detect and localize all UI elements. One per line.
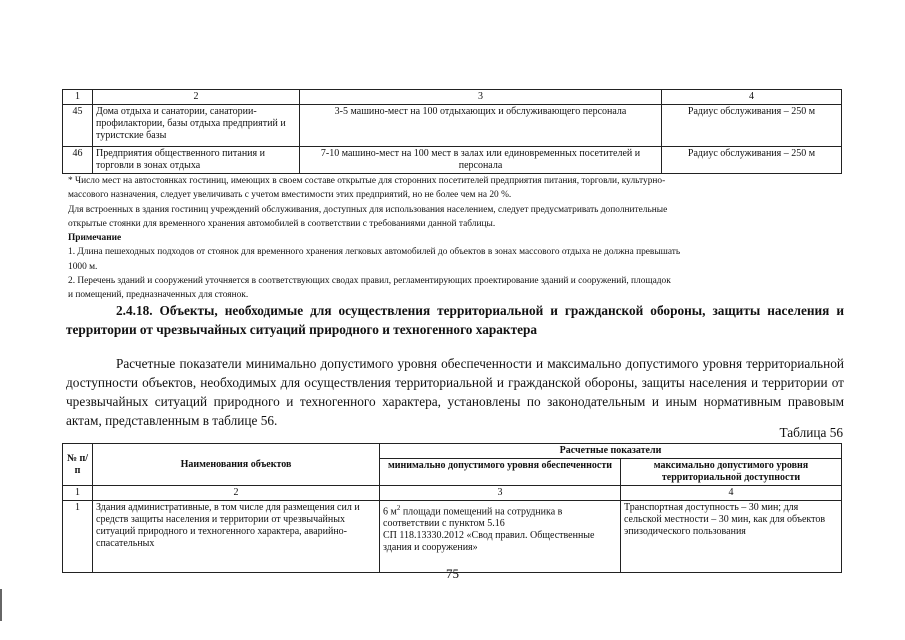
footnote-line: Для встроенных в здания гостиниц учреждений обслуживания, доступных для использования населением, следует предусматривать дополнительные (68, 204, 668, 215)
table-row (63, 105, 842, 147)
min-text-post: площади помещений на сотрудника в соответствии с пунктом 5.16 (383, 506, 563, 530)
header-cell: 1 (63, 90, 93, 105)
header-cell: 2 (93, 90, 300, 105)
table-row (63, 501, 842, 573)
note-line: и помещений, предназначенных для стоянок. (68, 290, 249, 301)
row-number: 1 (63, 501, 93, 573)
footnote-line: * Число мест на автостоянках гостиниц, имеющих в своем составе открытые для сторонних посетителей предприятия питания, торговли, культурно- (68, 176, 666, 186)
index-cell: 2 (93, 486, 380, 501)
min-text-pre: 6 м (383, 506, 397, 518)
table-notes (68, 174, 843, 303)
footnote-line: массового назначения, следует увеличивать с учетом вместимости этих предприятий, но не более чем на 20 %. (68, 190, 512, 201)
parking-spaces: 7-10 машино-мест на 100 мест в залах или единовременных посетителей и персонала (300, 147, 662, 174)
header-cell: 3 (300, 90, 662, 105)
table-caption: Таблица 56 (779, 425, 843, 440)
index-cell: 1 (63, 486, 93, 501)
row-number: 46 (63, 147, 93, 174)
object-name: Здания административные, в том числе для размещения сил и средств защиты населения и территории от чрезвычайных ситуаций природного и техногенного характера, аварийно-спасательных (93, 501, 380, 573)
max-accessibility: Транспортная доступность – 30 мин; для сельской местности – 30 мин, как для объектов эпизодического пользования (621, 501, 842, 573)
page-number: 75 (446, 566, 459, 581)
index-cell: 4 (621, 486, 842, 501)
parking-norms-table (62, 89, 842, 174)
note-line: 2. Перечень зданий и сооружений уточняется в соответствующих сводах правил, регламентирующих проектирование зданий и сооружений, площадок (68, 276, 671, 287)
parking-spaces: 3-5 машино-мест на 100 отдыхающих и обслуживающего персонала (300, 105, 662, 147)
note-line: 1. Длина пешеходных подходов от стоянок для временного хранения легковых автомобилей до объектов в зонах массового отдыха не должна превышать (68, 247, 681, 258)
body-paragraph: Расчетные показатели минимально допустимого уровня обеспеченности и максимально допустимого уровня территориальной доступности объектов, необходимых для осуществления территориальной и гражданской обороны, защиты населения и территории от чрезвычайных ситуаций природного и техногенного характера, установлены по законодательным и иным нормативным правовым актам, представленным в таблице 56. (66, 356, 844, 428)
row-number: 45 (63, 105, 93, 147)
index-cell: 3 (380, 486, 621, 501)
object-name: Предприятия общественного питания и торговли в зонах отдыха (93, 147, 300, 174)
table-row (63, 147, 842, 174)
service-radius: Радиус обслуживания – 250 м (662, 105, 842, 147)
scan-edge-mark (0, 589, 2, 621)
note-line: 1000 м. (68, 261, 98, 272)
col-header-number: № п/п (63, 444, 93, 486)
min-reference: СП 118.13330.2012 «Свод правил. Общественные здания и сооружения» (383, 530, 595, 554)
note-heading: Примечание (68, 233, 122, 244)
table-56 (62, 443, 842, 573)
superscript: 2 (396, 504, 401, 512)
section-heading: 2.4.18. Объекты, необходимые для осуществления территориальной и гражданской обороны, защиты населения и территории от чрезвычайных ситуаций природного и техногенного характера (66, 303, 844, 337)
col-group-header: Расчетные показатели (380, 444, 842, 459)
header-cell: 4 (662, 90, 842, 105)
col-header-max: максимально допустимого уровня территориальной доступности (621, 459, 842, 486)
service-radius: Радиус обслуживания – 250 м (662, 147, 842, 174)
min-provision (380, 501, 621, 573)
footnote-line: открытые стоянки для временного хранения автомобилей в соответствии с требованиями данной таблицы. (68, 218, 496, 229)
col-header-min: минимально допустимого уровня обеспеченности (380, 459, 621, 486)
col-header-name: Наименования объектов (93, 444, 380, 486)
object-name: Дома отдыха и санатории, санатории-профилактории, базы отдыха предприятий и туристские базы (93, 105, 300, 147)
